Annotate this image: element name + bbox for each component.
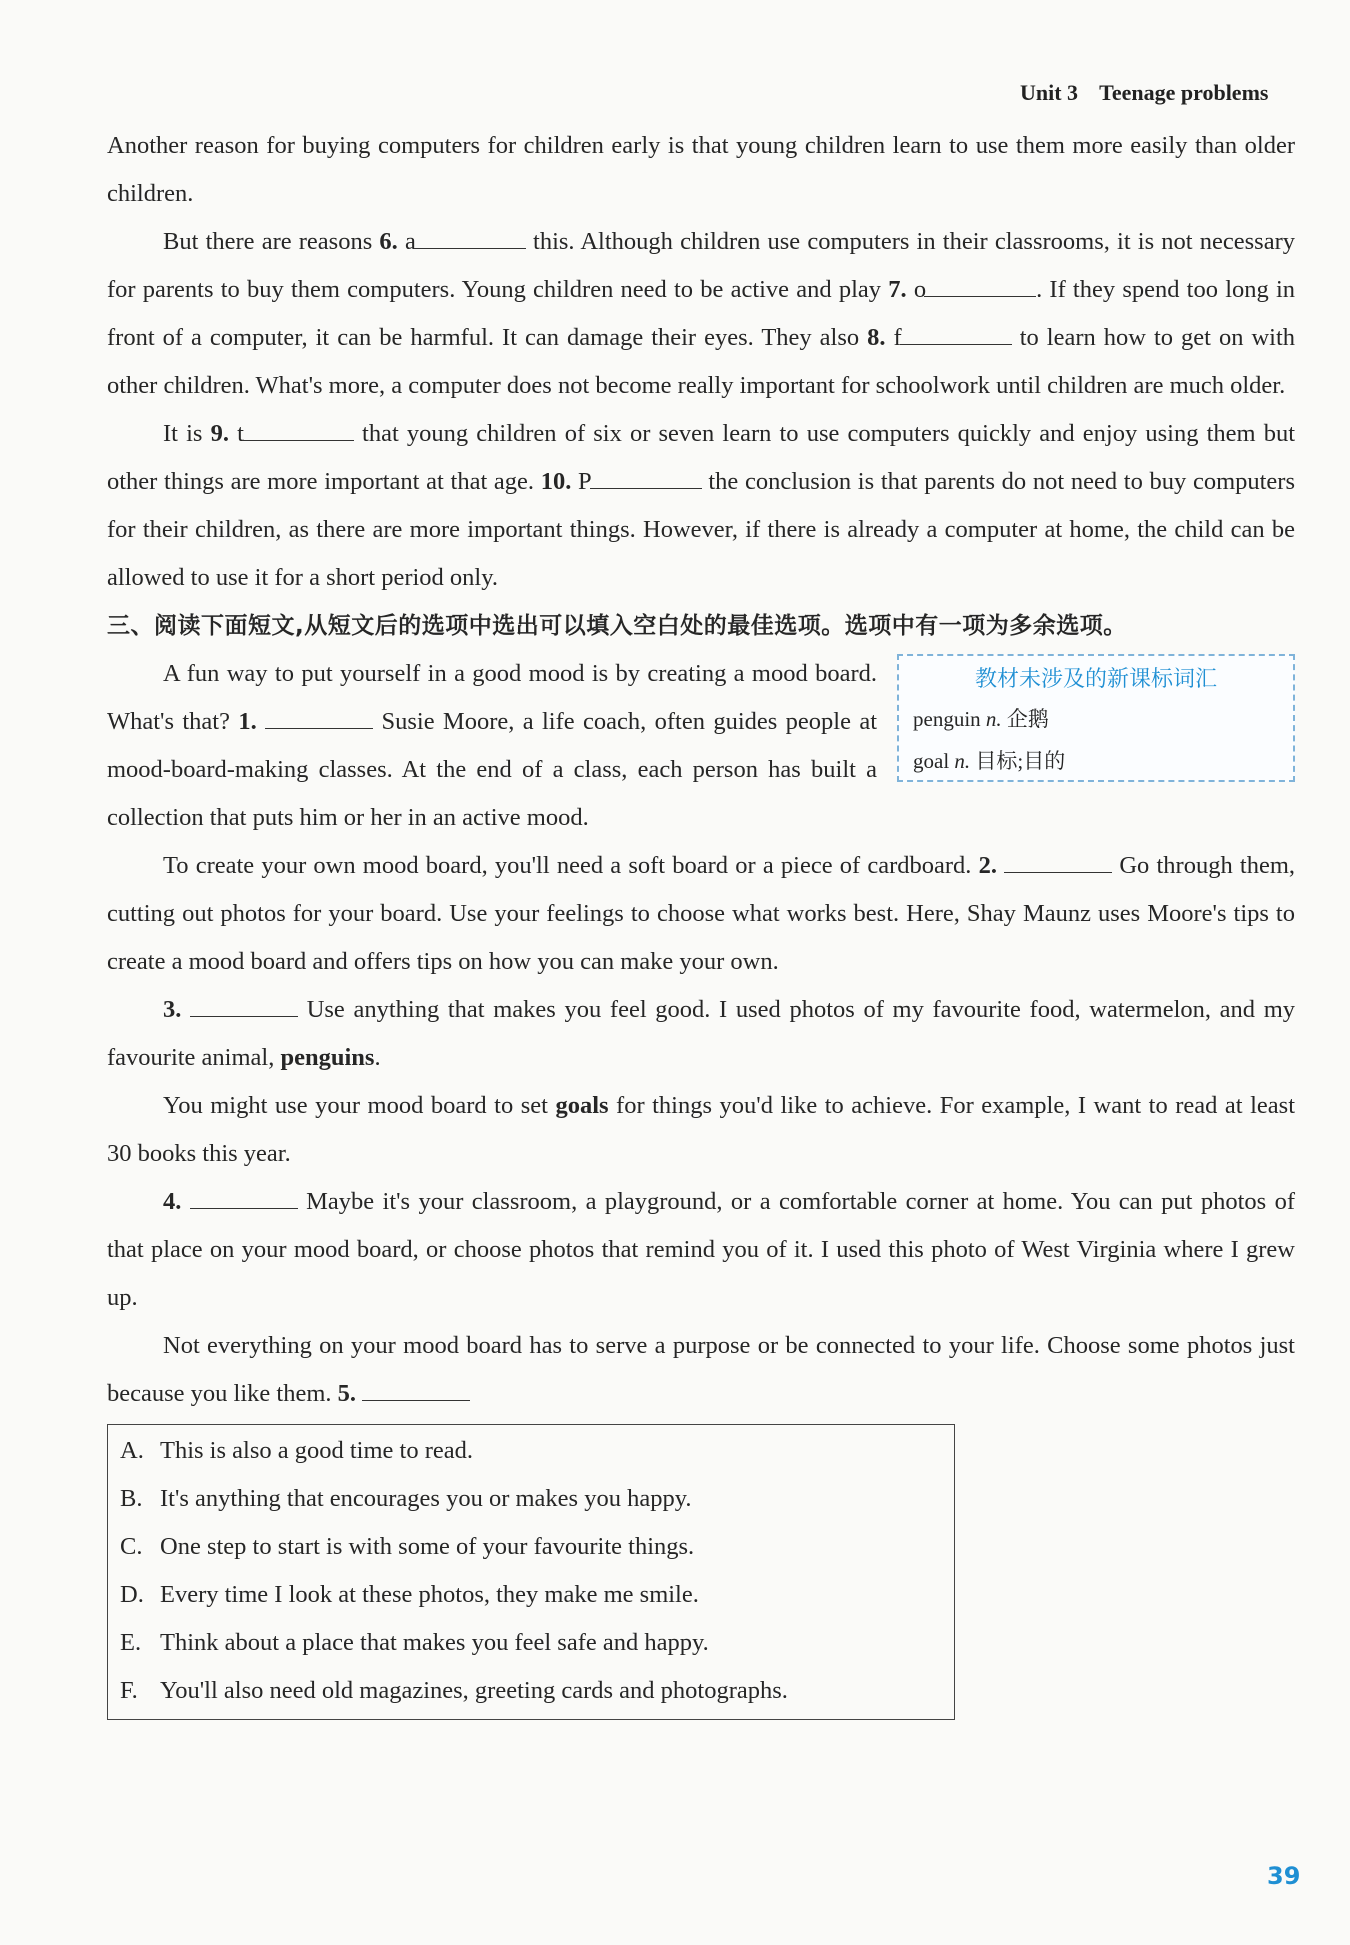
blank-number-4: 4. xyxy=(163,1188,182,1215)
blank-6[interactable] xyxy=(414,224,526,249)
blank-number-8: 8. xyxy=(867,324,886,351)
blank-3[interactable] xyxy=(190,992,298,1017)
page-header xyxy=(1020,80,1268,106)
blank-8[interactable] xyxy=(900,320,1012,345)
blank-1[interactable] xyxy=(265,704,373,729)
blank-number-3: 3. xyxy=(163,996,182,1023)
paragraph-goals: You might use your mood board to set goals for things you'd like to achieve. For example, I want to read at least 30 books this year. xyxy=(107,1092,1296,1167)
blank-5[interactable] xyxy=(362,1376,470,1401)
blank-2[interactable] xyxy=(1004,848,1112,873)
paragraph-reasons: But there are reasons 6. a this. Although children use computers in their classrooms, it is not necessary for parents to buy them computers. Young children need to be active and play 7. o . If they spend too long in front of a computer, it can be harmful. It can damage their eyes. They also 8. f to learn how to get on with other children. What's more, a computer does not become really important for schoolwork until children are much older. xyxy=(107,218,1295,410)
blank-number-6: 6. xyxy=(379,228,398,255)
bold-word-goals: goals xyxy=(555,1092,609,1119)
option-f: F. You'll also need old magazines, greeting cards and photographs. xyxy=(120,1677,788,1704)
vocab-item: goal n. 目标;目的 xyxy=(913,749,1066,773)
page-number: 39 xyxy=(1267,1862,1301,1890)
page-content xyxy=(107,122,1295,1720)
vocab-box-title: 教材未涉及的新课标词汇 xyxy=(974,667,1217,692)
blank-number-9: 9. xyxy=(210,420,229,447)
blank-number-10: 10. xyxy=(540,468,572,495)
blank-9[interactable] xyxy=(242,416,354,441)
bold-word-penguins: penguins xyxy=(280,1044,375,1071)
blank-4[interactable] xyxy=(190,1184,298,1209)
section-title: 三、阅读下面短文,从短文后的选项中选出可以填入空白处的最佳选项。选项中有一项为多余选项。 xyxy=(107,613,1127,639)
paragraph-tip-4: 4. Maybe it's your classroom, a playground, or a comfortable corner at home. You can put photos of that place on your mood board, or choose photos that remind you of it. I used this photo of West Virginia where I grew up. xyxy=(107,1178,1295,1322)
paragraph-create: To create your own mood board, you'll need a soft board or a piece of cardboard. 2. Go through them, cutting out photos for your board. Use your feelings to choose what works best. Here, Shay Maunz uses Moore's tips to create a mood board and offers tips on how you can make your own. xyxy=(107,842,1295,986)
option-e: E. Think about a place that makes you feel safe and happy. xyxy=(120,1629,709,1656)
blank-number-2: 2. xyxy=(978,852,997,879)
option-a: A. This is also a good time to read. xyxy=(120,1437,473,1464)
unit-label: Unit 3 xyxy=(1020,80,1079,105)
options-box xyxy=(107,1424,955,1720)
blank-10[interactable] xyxy=(590,464,702,489)
vocab-item: penguin n. 企鹅 xyxy=(913,707,1049,731)
paragraph-conclusion: It is 9. t that young children of six or seven learn to use computers quickly and enjoy using them but other things are more important at that age. 10. P the conclusion is that parents do not need to buy computers for their children, as there are more important things. However, if there is already a computer at home, the child can be allowed to use it for a short period only. xyxy=(107,410,1295,602)
unit-title: Teenage problems xyxy=(1099,80,1269,105)
blank-7[interactable] xyxy=(924,272,1036,297)
vocab-box xyxy=(897,654,1295,782)
option-d: D. Every time I look at these photos, they make me smile. xyxy=(120,1581,699,1608)
paragraph-tip-3: 3. Use anything that makes you feel good. I used photos of my favourite food, watermelon, and my favourite animal, penguins. xyxy=(107,986,1295,1082)
blank-number-7: 7. xyxy=(888,276,907,303)
paragraph-intro: Another reason for buying computers for children early is that young children learn to use them more easily than older children. xyxy=(107,132,1295,207)
option-b: B. It's anything that encourages you or makes you happy. xyxy=(120,1485,692,1512)
paragraph-mood-board: A fun way to put yourself in a good mood is by creating a mood board. What's that? 1. Susie Moore, a life coach, often guides people at mood-board-making classes. At the end of a class, each person has built a collection that puts him or her in an active mood. xyxy=(107,660,877,831)
paragraph-tip-5: Not everything on your mood board has to serve a purpose or be connected to your life. Choose some photos just because you like them. 5. xyxy=(107,1332,1295,1407)
option-c: C. One step to start is with some of your favourite things. xyxy=(120,1533,695,1560)
blank-number-5: 5. xyxy=(337,1380,357,1407)
blank-number-1: 1. xyxy=(238,708,257,735)
